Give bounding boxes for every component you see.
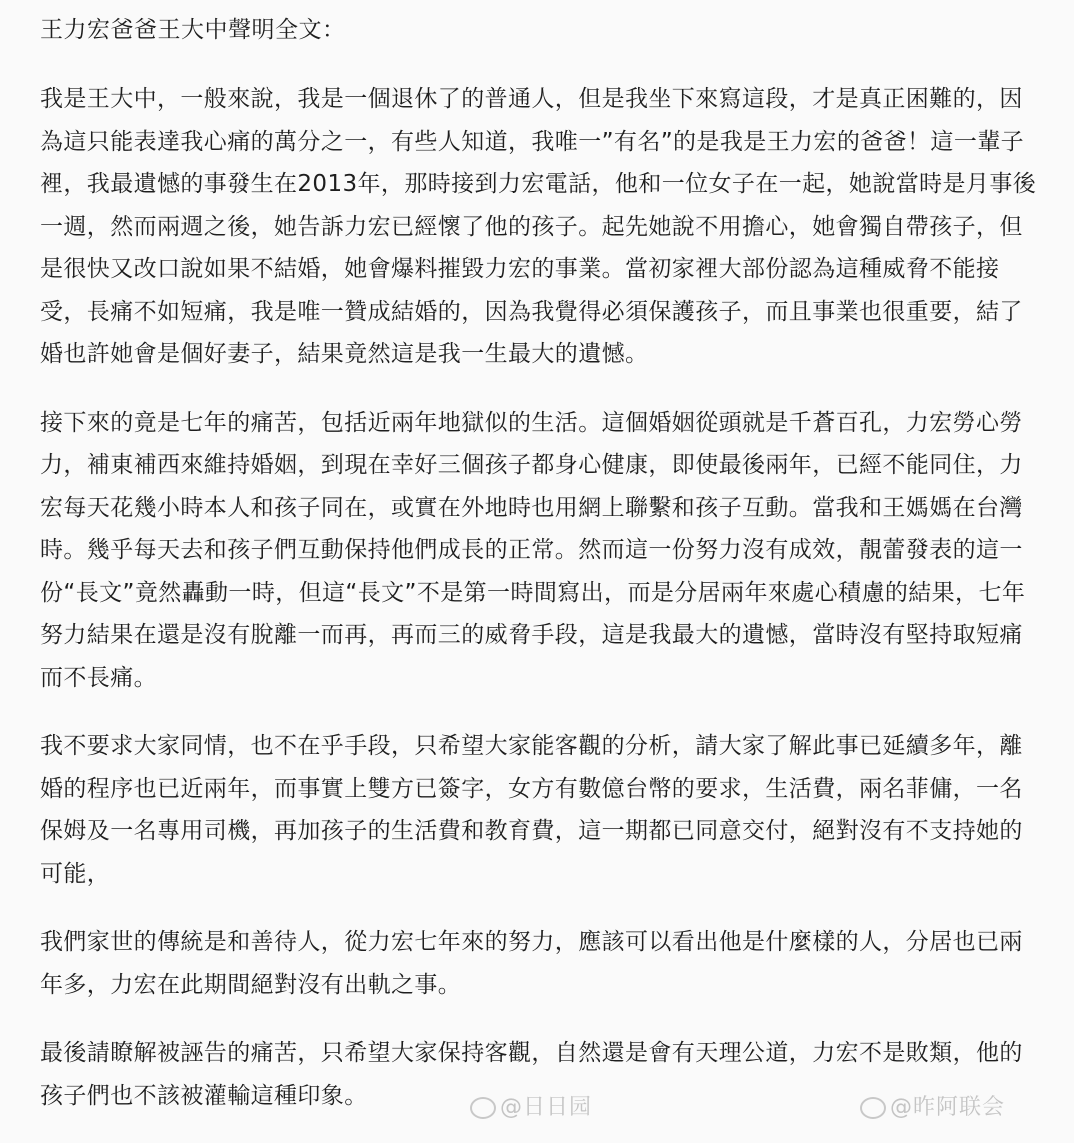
watermark-left-text: @日日园 xyxy=(500,1095,593,1120)
paragraph-1 xyxy=(40,78,1054,376)
paragraph-line: 接下來的竟是七年的痛苦，包括近兩年地獄似的生活。這個婚姻從頭就是千蒼百孔，力宏勞心勞 xyxy=(40,409,1023,436)
paragraph-4 xyxy=(40,921,1054,1006)
paragraph-line: 婚的程序也已近兩年，而事實上雙方已簽字，女方有數億台幣的要求，生活費，兩名菲傭，一名 xyxy=(40,775,1023,802)
paragraph-line: 我不要求大家同情，也不在乎手段，只希望大家能客觀的分析，請大家了解此事已延續多年，離 xyxy=(40,733,1023,759)
watermark-right xyxy=(860,1090,1005,1121)
paragraph-line: 宏每天花幾小時本人和孩子同在，或實在外地時也用網上聯繫和孩子互動。當我和王媽媽在台灣 xyxy=(40,494,1023,521)
paragraph-3 xyxy=(40,725,1054,895)
paragraph-line: 保姆及一名專用司機，再加孩子的生活費和教育費，這一期都已同意交付，絕對沒有不支持她的 xyxy=(40,818,1023,844)
weibo-logo-icon xyxy=(470,1097,496,1119)
statement-document xyxy=(40,14,1054,1143)
paragraph-line: 力，補東補西來維持婚姻，到現在幸好三個孩子都身心健康，即使最後兩年，已經不能同住，力 xyxy=(40,452,1023,478)
paragraph-line: 年多，力宏在此期間絕對沒有出軌之事。 xyxy=(40,971,462,998)
paragraph-2 xyxy=(40,402,1054,700)
paragraph-line: 婚也許她會是個好妻子，結果竟然這是我一生最大的遺憾。 xyxy=(40,341,649,367)
paragraph-line: 是很快又改口說如果不結婚，她會爆料摧毀力宏的事業。當初家裡大部份認為這種威脅不能接 xyxy=(40,256,1000,282)
paragraph-line: 我們家世的傳統是和善待人，從力宏七年來的努力，應該可以看出他是什麼樣的人，分居也已兩 xyxy=(40,929,1023,955)
document-title: 王力宏爸爸王大中聲明全文： xyxy=(40,17,346,43)
paragraph-line: 一週，然而兩週之後，她告訴力宏已經懷了他的孩子。起先她說不用擔心，她會獨自帶孩子，但 xyxy=(40,213,1023,240)
paragraph-line: 我是王大中，一般來說，我是一個退休了的普通人，但是我坐下來寫這段，才是真正困難的，因 xyxy=(40,86,1023,112)
paragraph-line: 而不長痛。 xyxy=(40,664,157,691)
paragraph-line: 可能， xyxy=(40,860,111,887)
paragraph-line: 時。幾乎每天去和孩子們互動保持他們成長的正常。然而這一份努力沒有成效，靚蕾發表的這一 xyxy=(40,537,1023,563)
paragraph-line: 份“長文”竟然轟動一時，但這“長文”不是第一時間寫出，而是分居兩年來處心積慮的結果，七年 xyxy=(40,579,1026,606)
paragraph-line: 為這只能表達我心痛的萬分之一，有些人知道，我唯一”有名”的是我是王力宏的爸爸！這一輩子 xyxy=(40,128,1025,155)
weibo-logo-icon xyxy=(860,1097,886,1119)
watermark-left xyxy=(470,1090,592,1121)
watermark-right-text: @昨阿联会 xyxy=(890,1095,1006,1120)
paragraph-line: 受，長痛不如短痛，我是唯一贊成結婚的，因為我覺得必須保護孩子，而且事業也很重要，結了 xyxy=(40,298,1023,325)
paragraph-line: 最後請瞭解被誣告的痛苦，只希望大家保持客觀，自然還是會有天理公道，力宏不是敗類，他的 xyxy=(40,1040,1023,1066)
paragraph-line: 孩子們也不該被灌輸這種印象。 xyxy=(40,1082,368,1109)
paragraph-line: 努力結果在還是沒有脫離一而再，再而三的威脅手段，這是我最大的遺憾，當時沒有堅持取短痛 xyxy=(40,622,1023,648)
paragraph-line: 裡，我最遺憾的事發生在2013年，那時接到力宏電話，他和一位女子在一起，她說當時是月事後 xyxy=(40,171,1037,197)
